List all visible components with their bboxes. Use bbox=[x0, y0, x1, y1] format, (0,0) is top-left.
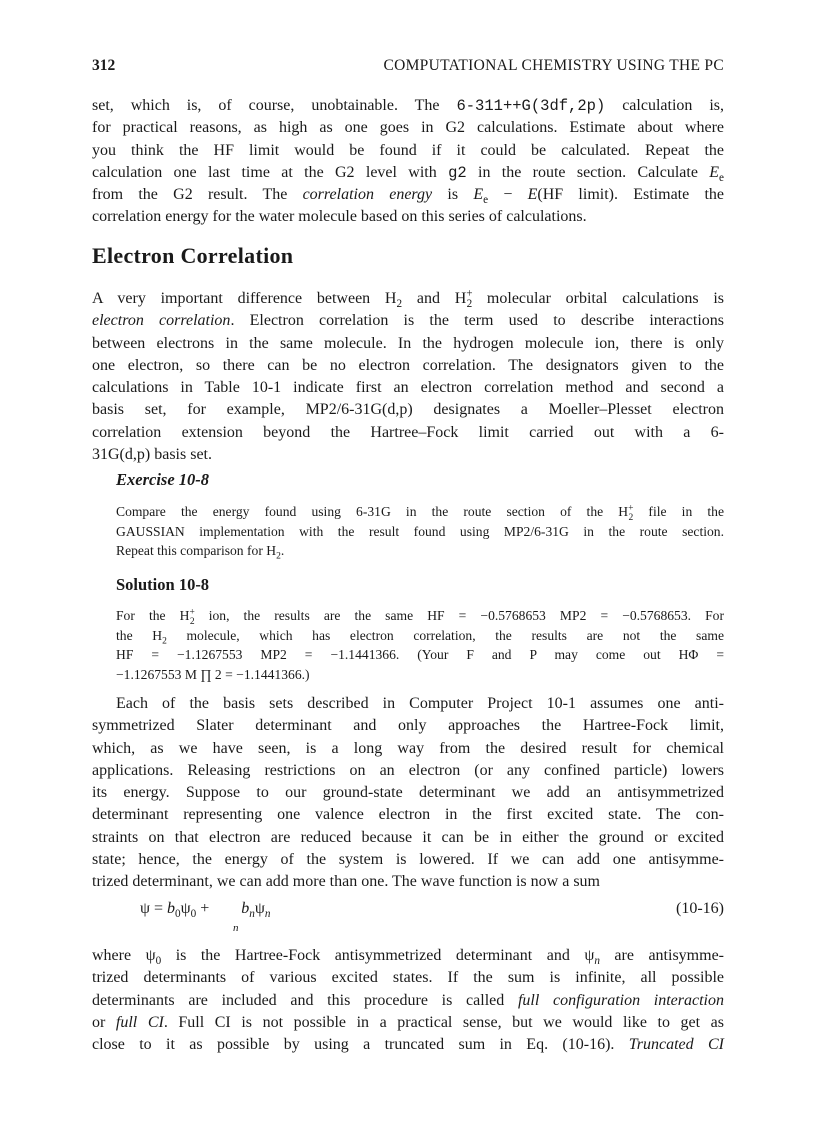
full-ci-term: full configuration interaction bbox=[517, 991, 724, 1009]
basis-line: applications. Releasing restrictions on an electron (or any confined particle) lowers bbox=[92, 761, 724, 779]
exercise-line: GAUSSIAN implementation with the result found using MP2/6-31G in the route section. bbox=[116, 523, 724, 539]
intro-line: calculation one last time at the G2 level with g2 in the route section. Calculate $E_e$ bbox=[92, 163, 724, 185]
equation-10-16 bbox=[92, 900, 724, 940]
exercise-line: Compare the energy found using 6-31G in the route section of the $H^+_2$ file in the bbox=[116, 503, 724, 523]
correlation-line: basis set, for example, MP2/6-31G(d,p) designates a Moeller–Plesset electron bbox=[92, 401, 724, 419]
closing-line: determinants are included and this procedure is called full configuration interaction bbox=[92, 991, 724, 1009]
basis-line: symmetrized Slater determinant and only approaches the Hartree-Fock limit, bbox=[92, 717, 724, 735]
basis-paragraph bbox=[92, 693, 724, 894]
exercise-body bbox=[116, 502, 724, 561]
closing-line: or full CI. Full CI is not possible in a practical sense, but we would like to get as bbox=[92, 1013, 725, 1031]
intro-line: set, which is, of course, unobtainable. The 6-311++G(3df,2p) calculation is, bbox=[92, 97, 725, 115]
intro-paragraph bbox=[92, 95, 724, 229]
closing-line: trized determinants of various excited states. If the sum is infinite, all possible bbox=[92, 969, 724, 987]
basis-line: Each of the basis sets described in Computer Project 10-1 assumes one anti- bbox=[116, 695, 724, 712]
full-ci-abbrev: full CI bbox=[115, 1013, 164, 1031]
correlation-line: calculations in Table 10-1 indicate first an electron correlation method and second a bbox=[92, 379, 724, 397]
running-title: COMPUTATIONAL CHEMISTRY USING THE PC bbox=[383, 57, 724, 74]
basis-line: its energy. Suppose to our ground-state determinant we add an antisymmetrized bbox=[92, 784, 724, 802]
correlation-line: one electron, so there can be no electron correlation. The designators given to the bbox=[92, 356, 724, 374]
basis-line: which, as we have seen, is a long way from the desired result for chemical bbox=[92, 739, 724, 757]
correlation-line: A very important difference between $H_2$ and $H^+_2$ molecular orbital calculations is bbox=[92, 287, 725, 311]
page-number: 312 bbox=[92, 57, 116, 74]
intro-line: correlation energy for the water molecule based on this series of calculations. bbox=[92, 208, 587, 226]
closing-line: close to it as possible by using a truncated sum in Eq. (10-16). Truncated CI bbox=[92, 1036, 725, 1054]
basis-line: determinant representing one valence electron in the first excited state. The con- bbox=[92, 806, 724, 824]
basis-line: state; hence, the energy of the system is lowered. If we can add one antisymme- bbox=[92, 851, 724, 869]
electron-correlation-term: electron correlation bbox=[92, 312, 231, 330]
route-keyword-code: g2 bbox=[448, 163, 467, 182]
correlation-line: 31G(d,p) basis set. bbox=[92, 446, 212, 464]
equation-number: (10-16) bbox=[676, 900, 724, 917]
running-head bbox=[92, 57, 724, 77]
basis-line: straints on that electron are reduced because it can be in either the ground or excited bbox=[92, 828, 724, 846]
correlation-energy-term: correlation energy bbox=[302, 186, 433, 204]
solution-body bbox=[116, 606, 724, 684]
equation-body: $\psi = b_0\psi_0$ + $b_n\psi_n$ bbox=[140, 900, 271, 921]
solution-line: the $H_2$ molecule, which has electron correlation, the results are not the same bbox=[116, 627, 724, 647]
correlation-line: correlation extension beyond the Hartree–Fock limit carried out with a 6- bbox=[92, 423, 724, 441]
exercise-title: Exercise 10-8 bbox=[116, 470, 210, 489]
solution-line: HF = −1.1267553 MP2 = −1.1441366. (Your F and P may come out HΦ = bbox=[116, 647, 724, 662]
closing-paragraph bbox=[92, 945, 724, 1056]
section-heading: Electron Correlation bbox=[92, 243, 294, 268]
sum-index: n bbox=[233, 922, 239, 934]
solution-title: Solution 10-8 bbox=[116, 575, 210, 594]
basis-set-code: 6-311++G(3df,2p) bbox=[456, 97, 606, 115]
correlation-line: electron correlation. Electron correlation is the term used to describe interactions bbox=[92, 312, 725, 330]
correlation-line: between electrons in the same molecule. In the hydrogen molecule ion, there is only bbox=[92, 334, 724, 352]
solution-line: −1.1267553 M ∏ 2 = −1.1441366.) bbox=[116, 666, 310, 682]
exercise-line: Repeat this comparison for $H_2$. bbox=[116, 543, 285, 562]
truncated-ci-term: Truncated CI bbox=[628, 1036, 725, 1054]
intro-line: you think the HF limit would be found if it could be calculated. Repeat the bbox=[92, 141, 724, 159]
correlation-paragraph bbox=[92, 288, 724, 466]
basis-line: trized determinant, we can add more than one. The wave function is now a sum bbox=[92, 873, 600, 891]
intro-line: from the G2 result. The correlation energy is $E_e - E(HF$ limit). Estimate the bbox=[92, 186, 725, 207]
closing-line: where $\psi_0$ is the Hartree-Fock antisymmetrized determinant and $\psi_n$ are antisymme- bbox=[92, 947, 724, 968]
intro-line: for practical reasons, as high as one goes in G2 calculations. Estimate about where bbox=[92, 119, 724, 137]
solution-line: For the $H^+_2$ ion, the results are the same HF = −0.5768653 MP2 = −0.5768653. For bbox=[116, 607, 725, 627]
